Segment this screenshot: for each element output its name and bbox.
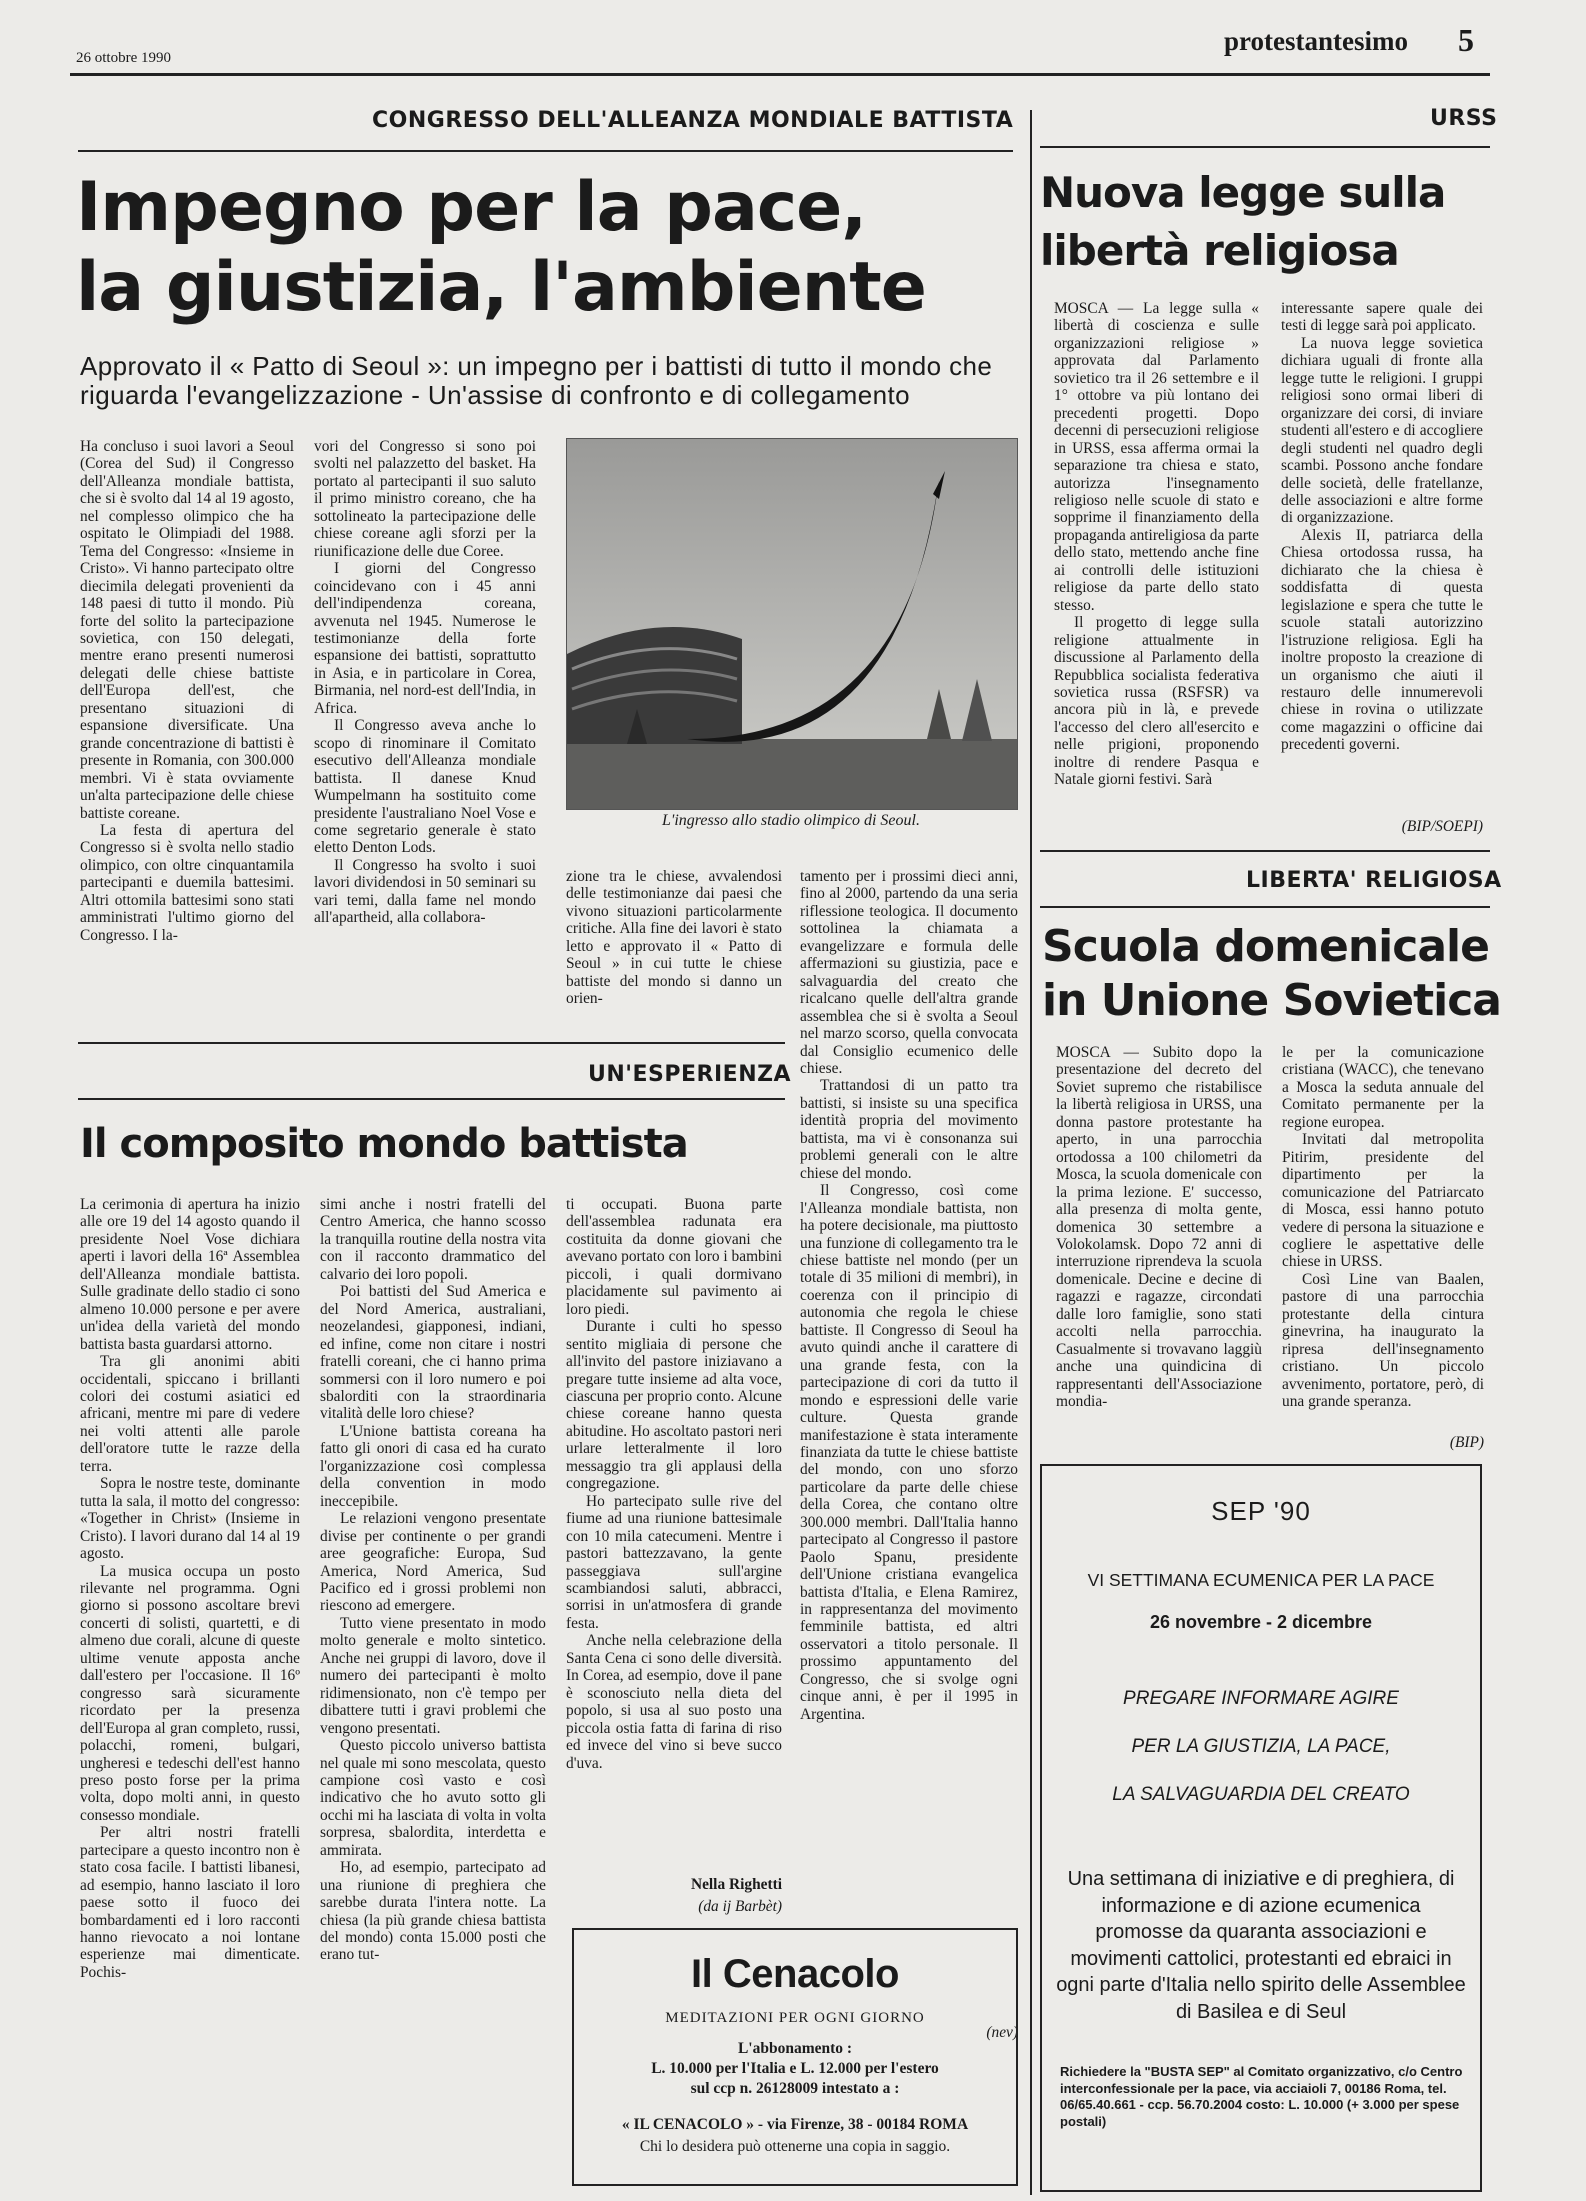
- cenacolo-box: [572, 1928, 1018, 2186]
- sep-title: SEP '90: [1211, 1496, 1311, 1526]
- paragraph: Trattandosi di un patto tra battisti, si insiste su una specifica identità propria del movimento battista, ma vi è consonanza sui problemi generali con le altre chiese del mondo.: [800, 1077, 1018, 1182]
- urss-kicker: URSS: [1430, 106, 1498, 131]
- seoul-kicker-rule: [78, 150, 1013, 152]
- urss-headline-line1: Nuova legge sulla: [1040, 168, 1446, 217]
- paragraph: Il Congresso ha svolto i suoi lavori dividendosi in 50 seminari su vari temi, dalla fame nel mondo all'apartheid, alla collabora-: [314, 856, 536, 927]
- paragraph: Invitati dal metropolita Pitirim, presidente del dipartimento per la comunicazione del Patriarcato di Mosca, essi hanno potuto vedere di persona la situazione e cogliere le aspettative delle chiese in URSS.: [1282, 1131, 1484, 1271]
- paragraph: tamento per i prossimi dieci anni, fino al 2000, partendo da una seria riflessione teologica. Il documento sottolinea la chiamata a evangelizzare e formula delle affermazioni su giustizia, pace e salvaguardia del creato che ricalcano quelle dell'altra grande assemblea che si è svolta a Seoul nel marzo scorso, quella convocata dal Consiglio ecumenico delle chiese.: [800, 868, 1018, 1077]
- paragraph: Sopra le nostre teste, dominante tutta la sala, il motto del congresso: «Together in Christ» (Insieme in Cristo). I lavori durano dal 14 al 19 agosto.: [80, 1475, 300, 1563]
- sep-slogan-line3: LA SALVAGUARDIA DEL CREATO: [1112, 1784, 1410, 1805]
- experience-kicker: UN'ESPERIENZA: [588, 1062, 792, 1087]
- cenacolo-prices: L. 10.000 per l'Italia e L. 12.000 per l'estero: [651, 2060, 939, 2077]
- paragraph: Così Line van Baalen, pastore di una parrocchia protestante della cintura ginevrina, ha inaugurato la ripresa dell'insegnamento cristiano. Un piccolo avvenimento, portatore, però, di una grande speranza.: [1282, 1270, 1484, 1411]
- seoul-kicker: CONGRESSO DELL'ALLEANZA MONDIALE BATTISTA: [372, 108, 1014, 133]
- sunday-school-kicker: LIBERTA' RELIGIOSA: [1246, 868, 1502, 893]
- masthead-rule: [70, 73, 1490, 76]
- urss-headline-line2: libertà religiosa: [1040, 226, 1399, 275]
- issue-date: 26 ottobre 1990: [76, 50, 171, 66]
- sunday-school-column-1: [1056, 1044, 1262, 1464]
- seoul-end-rule: [78, 1042, 785, 1044]
- cenacolo-title: Il Cenacolo: [691, 1952, 899, 1996]
- paragraph: Per altri nostri fratelli partecipare a questo incontro non è stato cosa facile. I battisti libanesi, ad esempio, hanno lasciato il loro paese sotto il fuoco dei bombardamenti ed i loro racconti hanno rievocato a noi lontane esperienze mai dimenticate. Pochis-: [80, 1824, 300, 1981]
- seoul-column-1: [80, 438, 294, 1033]
- paragraph: L'Unione battista coreana ha fatto gli onori di casa ed ha curato l'organizzazione così complessa della convention in modo ineccepibile.: [320, 1422, 546, 1510]
- paragraph: La cerimonia di apertura ha inizio alle ore 19 del 14 agosto quando il presidente Noel Vose dichiara aperti i lavori della 16ª Assemblea dell'Alleanza mondiale battista. Sulle gradinate dello stadio ci sono almeno 10.000 persone e per avere un'idea della varietà del mondo battista basta guardarsi attorno.: [80, 1196, 300, 1353]
- stadium-sculpture-image: [567, 439, 1017, 809]
- stadium-photo: [566, 438, 1018, 810]
- seoul-column-2: [314, 438, 536, 1033]
- sunday-school-column-2: [1282, 1044, 1484, 1444]
- urss-column-2: [1281, 300, 1483, 825]
- experience-author-source: (da ij Barbèt): [698, 1898, 782, 1915]
- paragraph: Tra gli anonimi abiti occidentali, spiccano i brillanti colori dei costumi asiatici ed africani, mentre mi pare di vedere nei volti attenti alle parole dell'oratore tutte le razze della terra.: [80, 1353, 300, 1475]
- paragraph: Ho partecipato sulle rive del fiume ad una riunione battesimale con 10 mila catecumeni. Mentre i pastori battezzavano, la gente passeggiava sull'argine scambiandosi saluti, abbracci, sorrisi in un'atmosfera di grande festa.: [566, 1492, 782, 1632]
- paragraph: La nuova legge sovietica dichiara uguali di fronte alla legge tutte le religioni. I gruppi religiosi sono ormai liberi di organizzare dei corsi, di inviare studenti all'estero e di accogliere degli studenti nel quadro degli scambi. Possono anche fondare delle società, delle fratellanze, delle associazioni e altre forme di organizzazione.: [1281, 334, 1483, 527]
- paragraph: Il Congresso, così come l'Alleanza mondiale battista, non ha potere decisionale, ma piuttosto una funzione di collegamento tra le chiese battiste nel mondo (per un totale di 35 milioni di membri), in coerenza con il principio di autonomia che regola le chiese battiste. Il Congresso di Seoul ha avuto quindi anche il carattere di una grande festa, con la partecipazione di cori da tutto il mondo e espressioni delle varie culture. Questa grande manifestazione è stata interamente finanziata da tutte le chiese battiste del mondo, con uno sforzo particolare da parte delle chiese della Corea, che contano oltre 300.000 membri. Dall'Italia hanno partecipato al Congresso il pastore Paolo Spanu, presidente dell'Unione cristiana evangelica battista d'Italia, e Elena Ramirez, in rappresentanza del movimento femminile battista, ed altri osservatori a titolo personale. Il prossimo appuntamento del Congresso, che si svolge ogni cinque anni, è per il 1995 in Argentina.: [800, 1182, 1018, 1723]
- urss-kicker-rule: [1040, 146, 1490, 148]
- sep-event: VI SETTIMANA ECUMENICA PER LA PACE: [1087, 1570, 1435, 1590]
- paragraph: simi anche i nostri fratelli del Centro America, che hanno scosso la tranquilla routine della nostra vita con il racconto drammatico del calvario dei loro popoli.: [320, 1196, 546, 1283]
- seoul-signature: (nev): [986, 2024, 1018, 2041]
- cenacolo-account: sul ccp n. 26128009 intestato a :: [690, 2080, 900, 2097]
- paragraph: le per la comunicazione cristiana (WACC), che tenevano a Mosca la seduta annuale del Comitato permanente per la regione europea.: [1282, 1044, 1484, 1131]
- sep-box: [1040, 1464, 1482, 2192]
- paragraph: interessante sapere quale dei testi di legge sarà poi applicato.: [1281, 300, 1483, 335]
- urss-signature: (BIP/SOEPI): [1401, 818, 1483, 835]
- cenacolo-address: « IL CENACOLO » - via Firenze, 38 - 00184 ROMA: [621, 2116, 969, 2133]
- paragraph: Poi battisti del Sud America e del Nord America, australiani, neozelandesi, giapponesi, indiani, ed infine, come non citare i nostri fratelli coreani, che ci hanno prima sommersi con il loro numero e poi sbalorditi con la straordinaria vitalità delle loro chiese?: [320, 1283, 546, 1423]
- paragraph: ti occupati. Buona parte dell'assemblea radunata era costituita da donne giovani che avevano portato con loro i bambini piccoli, i quali dormivano placidamente sul pavimento ai loro piedi.: [566, 1196, 782, 1318]
- paragraph: zione tra le chiese, avvalendosi delle testimonianze dai paesi che vivono situazioni particolarmente critiche. Alla fine dei lavori è stato letto e approvato il « Patto di Seoul » in cui tutte le chiese battiste del mondo si danno un orien-: [566, 868, 782, 1008]
- sunday-school-headline-line2: in Unione Sovietica: [1042, 975, 1501, 1026]
- urss-column-1: [1054, 300, 1259, 840]
- sunday-school-kicker-rule: [1040, 906, 1490, 908]
- seoul-headline-line2: la giustizia, l'ambiente: [76, 248, 926, 327]
- experience-author: Nella Righetti: [690, 1876, 782, 1893]
- paragraph: Le relazioni vengono presentate divise per continente o per grandi aree geografiche: Europa, Sud America, Nord America, Sud Pacifico ed i grossi problemi non riescono ad emergere.: [320, 1510, 546, 1615]
- experience-column-3: [566, 1196, 782, 1856]
- paragraph: La festa di apertura del Congresso si è svolta nello stadio olimpico, con oltre cinquantamila partecipanti e duemila battesimi. Altri ottomila battesimi sono stati amministrati l'ultimo giorno del Congresso. I la-: [80, 821, 294, 944]
- paragraph: vori del Congresso si sono poi svolti nel palazzetto del basket. Ha portato al partecipanti il suo saluto il primo ministro coreano, che ha sottolineato la partecipazione delle chiese coreane agli sforzi per la riunificazione delle due Coree.: [314, 438, 536, 560]
- paragraph: Il progetto di legge sulla religione attualmente in discussione al Parlamento della Repubblica socialista federativa sovietica russa (RSFSR) va ancora più in là, e prevede l'accesso del clero all'esercito e nelle prigioni, proponendo inoltre di rendere Pasqua e Natale giorni festivi. Sarà: [1054, 614, 1259, 789]
- urss-end-rule: [1040, 850, 1490, 852]
- cenacolo-subtitle: MEDITAZIONI PER OGNI GIORNO: [665, 2010, 925, 2026]
- experience-kicker-rule: [78, 1098, 785, 1100]
- sep-dates: 26 novembre - 2 dicembre: [1149, 1612, 1373, 1632]
- experience-headline: Il composito mondo battista: [80, 1121, 688, 1167]
- paragraph: Il Congresso aveva anche lo scopo di rinominare il Comitato esecutivo dell'Alleanza mondiale battista. Il danese Knud Wumpelmann ha sostituito come presidente l'australiano Noel Vose e come segretario generale è stato eletto Denton Lods.: [314, 717, 536, 857]
- seoul-column-4: [800, 868, 1018, 2028]
- paragraph: Questo piccolo universo battista nel quale mi sono mescolata, questo campione così vasto e così indicativo che ho avuto sotto gli occhi mi ha lasciata di volta in volta sorpresa, sbalordita, interdetta e ammirata.: [320, 1737, 546, 1859]
- paragraph: Ho, ad esempio, partecipato ad una riunione di preghiera che sarebbe durata l'intera notte. La chiesa (la più grande chiesa battista del mondo) conta 15.000 posti che erano tut-: [320, 1859, 546, 1964]
- sunday-school-signature: (BIP): [1449, 1434, 1484, 1451]
- paragraph: Durante i culti ho spesso sentito migliaia di persone che all'invito del pastore iniziavano a pregare tutte insieme ad alta voce, ciascuna per proprio conto. Alcune chiese coreane hanno questa abitudine. Ho ascoltato pastori neri urlare letteralmente il loro messaggio tra gli applausi della congregazione.: [566, 1318, 782, 1493]
- paragraph: Alexis II, patriarca della Chiesa ortodossa russa, ha dichiarato che la chiesa è soddisfatta di questa legislazione e spera che tutte le scuole statali autorizzino l'istruzione religiosa. Egli ha inoltre proposto la creazione di un organismo che aiuti il restauro delle innumerevoli chiese in rovina o utilizzate come magazzini o officine dai precedenti governi.: [1281, 526, 1483, 754]
- paragraph: MOSCA — La legge sulla « libertà di coscienza e sulle organizzazioni religiose » approvata dal Parlamento sovietico tra il 26 settembre e il 1° ottobre va più lontano dei precedenti progetti. Dopo decenni di persecuzioni religiose in URSS, essa afferma ormai la separazione tra chiesa e stato, autorizza l'insegnamento religioso nelle scuole di stato e sopprime il finanziamento della propaganda antireligiosa da parte dello stato, mettendo anche fine ai controlli delle istituzioni religiose da parte dello stato stesso.: [1054, 300, 1259, 614]
- experience-column-1: [80, 1196, 300, 2191]
- sep-description: Una settimana di iniziative e di preghiera, di informazione e di azione ecumenica promosse da quaranta associazioni e movimenti cattolici, protestanti ed ebraici in ogni parte d'Italia nello spirito delle Assemblee di Basilea e di Seul: [1056, 1868, 1466, 2023]
- section-name: protestantesimo: [1224, 26, 1408, 56]
- paragraph: MOSCA — Subito dopo la presentazione del decreto del Soviet supremo che ristabilisce la libertà religiosa in URSS, una donna pastore protestante ha aperto, in una parrocchia ortodossa a 100 chilometri da Mosca, la scuola domenicale con la prima lezione. E' successo, alla presenza di molta gente, domenica 30 settembre a Volokolamsk. Dopo 72 anni di interruzione riprendeva la scuola domenicale. Decine e decine di ragazzi e ragazze, circondati dalle loro famiglie, sono stati accolti nella parrocchia. Casualmente si trovavano laggiù anche una quindicina di rappresentanti dell'Associazione mondia-: [1056, 1044, 1262, 1411]
- seoul-subtitle: Approvato il « Patto di Seoul »: un impegno per i battisti di tutto il mondo che riguarda l'evangelizzazione - Un'assise di confronto e di collegamento: [80, 351, 993, 410]
- sep-slogan-line2: PER LA GIUSTIZIA, LA PACE,: [1131, 1736, 1391, 1757]
- photo-caption: L'ingresso allo stadio olimpico di Seoul.: [662, 812, 920, 829]
- cenacolo-note: Chi lo desidera può ottenerne una copia in saggio.: [639, 2138, 951, 2155]
- sunday-school-headline-line1: Scuola domenicale: [1042, 921, 1489, 972]
- paragraph: La musica occupa un posto rilevante nel programma. Ogni giorno si possono ascoltare brevi concerti di solisti, quartetti, e di almeno due corali, alcune di queste ultime venute apposta anche dall'estero per l'occasione. Il 16º congresso sarà sicuramente ricordato per la presenza dell'Europa al gran completo, russi, polacchi, romeni, bulgari, ungheresi e tedeschi dell'est hanno preso posto forse per la prima volta, dopo molti anni, in questo consesso mondiale.: [80, 1562, 300, 1824]
- sep-contact: Richiedere la "BUSTA SEP" al Comitato organizzativo, c/o Centro interconfessionale per la pace, via acciaioli 7, 00186 Roma, tel. 06/65.40.661 - ccp. 56.70.2004 costo: L. 10.000 (+ 3.000 per spese postali): [1060, 2064, 1463, 2129]
- paragraph: Ha concluso i suoi lavori a Seoul (Corea del Sud) il Congresso dell'Alleanza mondiale battista, che si è svolto dal 14 al 19 agosto, nel complesso olimpico che ha ospitato le Olimpiadi del 1988. Tema del Congresso: «Insieme in Cristo». Vi hanno partecipato oltre diecimila delegati provenienti da 148 paesi di tutto il mondo. Più forte del solito la partecipazione sovietica, con 150 delegati, mentre erano presenti numerosi delegati delle chiese battiste dell'Europa dell'est, che presentano situazioni di espansione diversificate. Una grande concentrazione di battisti è presente in Romania, con 300.000 membri. Vi è stata ovviamente un'alta partecipazione delle chiese battiste coreane.: [80, 438, 294, 822]
- experience-column-2: [320, 1196, 546, 2191]
- cenacolo-subscription-label: L'abbonamento :: [737, 2040, 853, 2057]
- seoul-column-3: [566, 868, 782, 1038]
- paragraph: Tutto viene presentato in modo molto generale e molto sintetico. Anche nei gruppi di lavoro, dove il numero dei partecipanti è molto ridimensionato, non c'è tempo per dibattere tutti i gravi problemi che vengono presentati.: [320, 1614, 546, 1737]
- seoul-headline-line1: Impegno per la pace,: [76, 168, 867, 247]
- paragraph: Anche nella celebrazione della Santa Cena ci sono delle diversità. In Corea, ad esempio, dove il pane è sconosciuto nella dieta del popolo, si usa al suo posto una piccola ostia fatta di farina di riso ed invece del vino si beve succo d'uva.: [566, 1632, 782, 1772]
- column-divider: [1030, 110, 1032, 2195]
- page-number: 5: [1458, 22, 1474, 58]
- sep-slogan-line1: PREGARE INFORMARE AGIRE: [1123, 1688, 1399, 1709]
- paragraph: I giorni del Congresso coincidevano con i 45 anni dell'indipendenza coreana, avvenuta nel 1945. Numerose le testimonianze della forte espansione dei battisti, soprattutto in Asia, e in particolare in Corea, Birmania, nel nord-est dell'India, in Africa.: [314, 560, 536, 717]
